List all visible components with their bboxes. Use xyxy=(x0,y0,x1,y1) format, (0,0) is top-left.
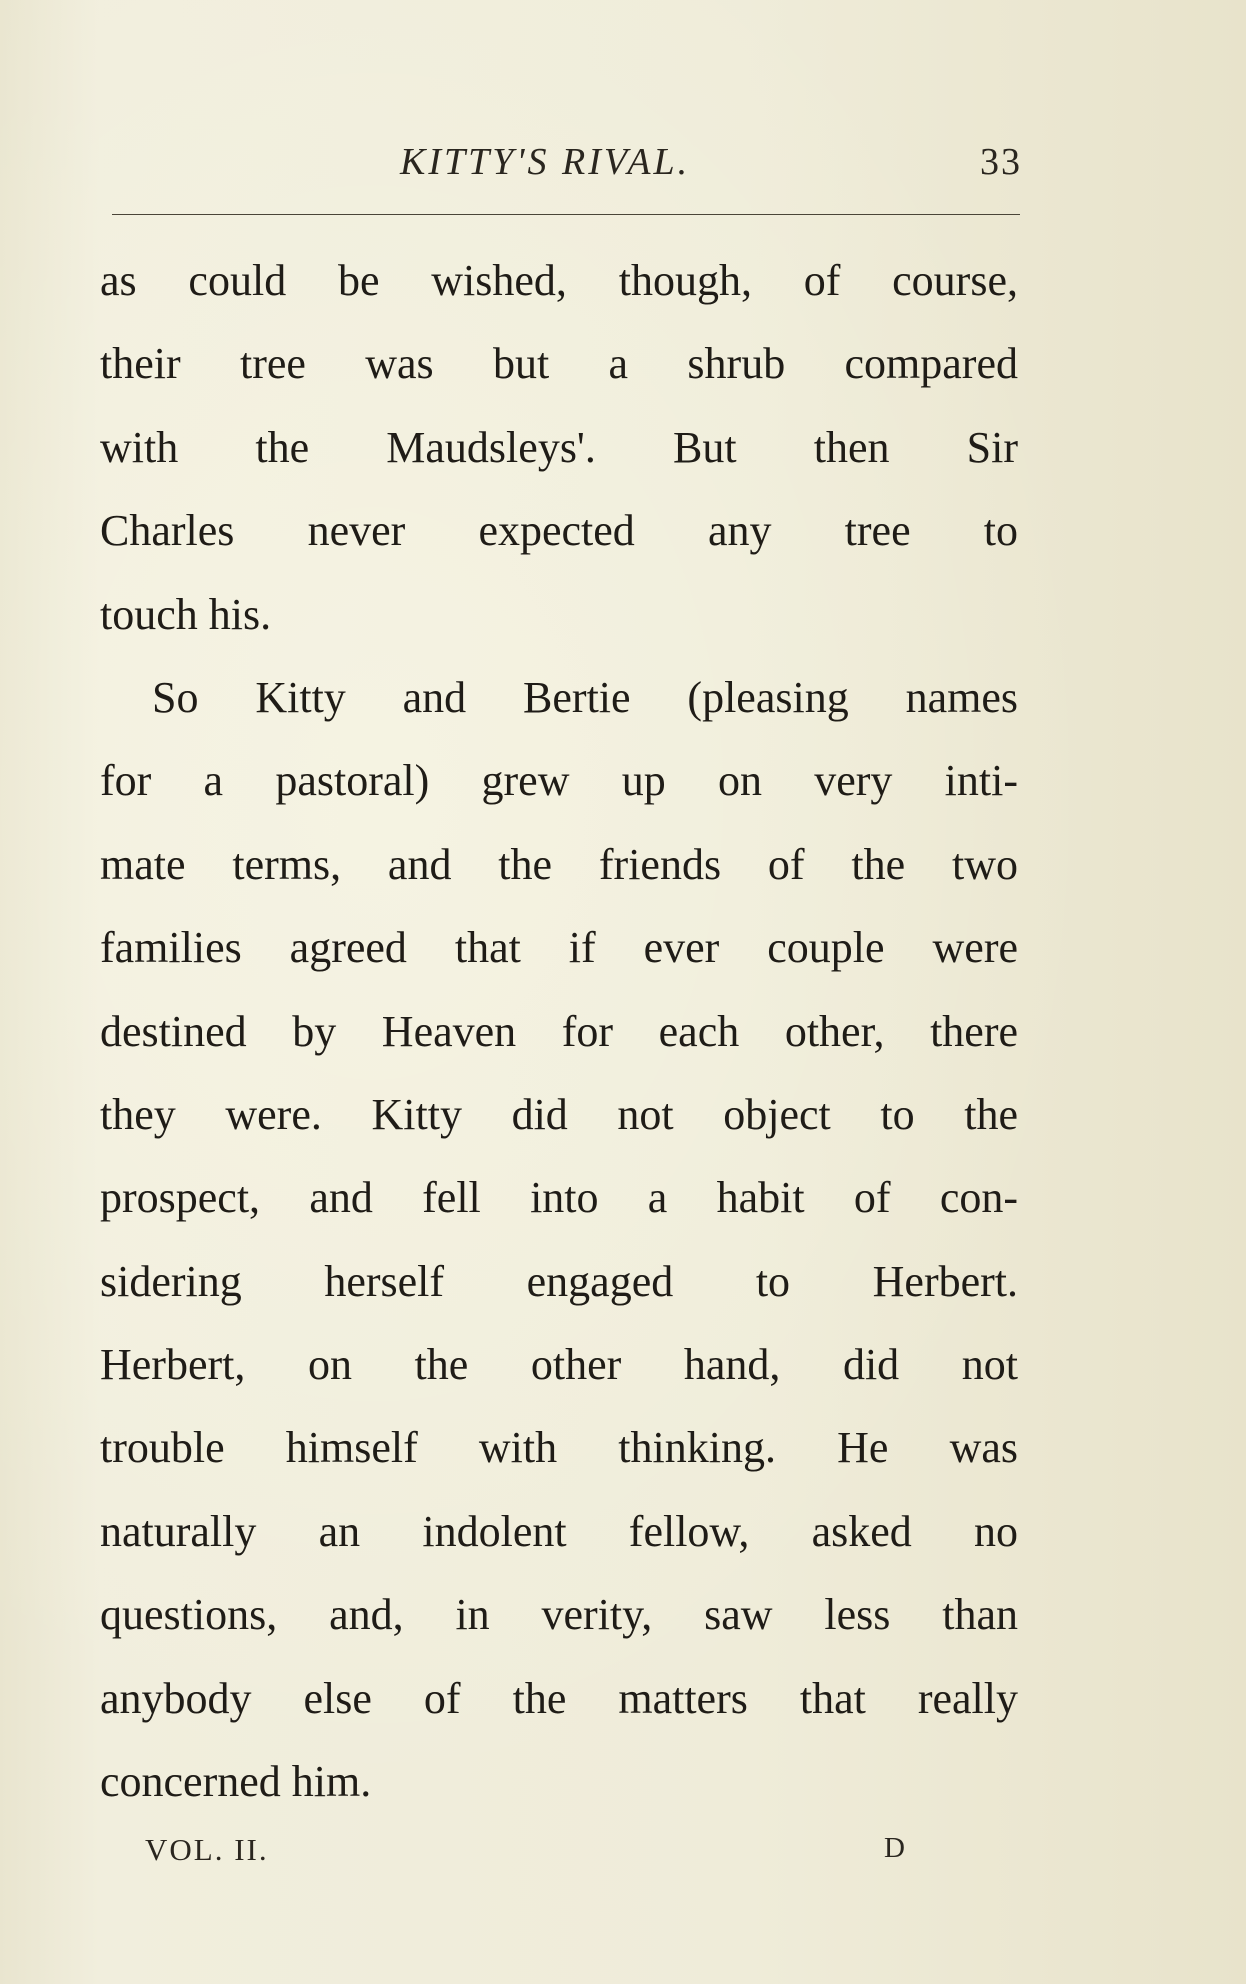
sheet-signature-letter: D xyxy=(884,1832,905,1864)
text-line: they were. Kitty did not object to the xyxy=(100,1089,1018,1139)
text-line: trouble himself with thinking. He was xyxy=(100,1423,1018,1473)
text-line: Charles never expected any tree to xyxy=(100,506,1018,556)
text-line: prospect, and fell into a habit of con- xyxy=(100,1173,1018,1223)
text-line: anybody else of the matters that really xyxy=(100,1673,1018,1723)
text-line: Herbert, on the other hand, did not xyxy=(100,1340,1018,1390)
paragraph-start-line: So Kitty and Bertie (pleasing names xyxy=(152,672,1018,722)
text-line: with the Maudsleys'. But then Sir xyxy=(100,422,1018,472)
body-text xyxy=(100,248,1018,1832)
volume-signature: VOL. II. xyxy=(145,1832,269,1867)
text-line: families agreed that if ever couple were xyxy=(100,923,1018,973)
running-title: KITTY'S RIVAL. xyxy=(400,141,691,183)
text-line: mate terms, and the friends of the two xyxy=(100,839,1018,889)
text-line: as could be wished, though, of course, xyxy=(100,256,1018,305)
page-footer xyxy=(145,1832,905,1872)
page-number: 33 xyxy=(980,141,1022,183)
paragraph-end-line: concerned him. xyxy=(100,1757,372,1807)
paragraph-end-line: touch his. xyxy=(100,589,272,639)
text-line: destined by Heaven for each other, there xyxy=(100,1006,1018,1056)
text-line: for a pastoral) grew up on very inti- xyxy=(100,756,1018,806)
text-line: naturally an indolent fellow, asked no xyxy=(100,1506,1018,1556)
text-line: sidering herself engaged to Herbert. xyxy=(100,1256,1018,1306)
running-head xyxy=(100,140,1022,184)
text-line: questions, and, in verity, saw less than xyxy=(100,1590,1018,1640)
text-line: their tree was but a shrub compared xyxy=(100,339,1018,389)
header-rule xyxy=(112,214,1020,215)
